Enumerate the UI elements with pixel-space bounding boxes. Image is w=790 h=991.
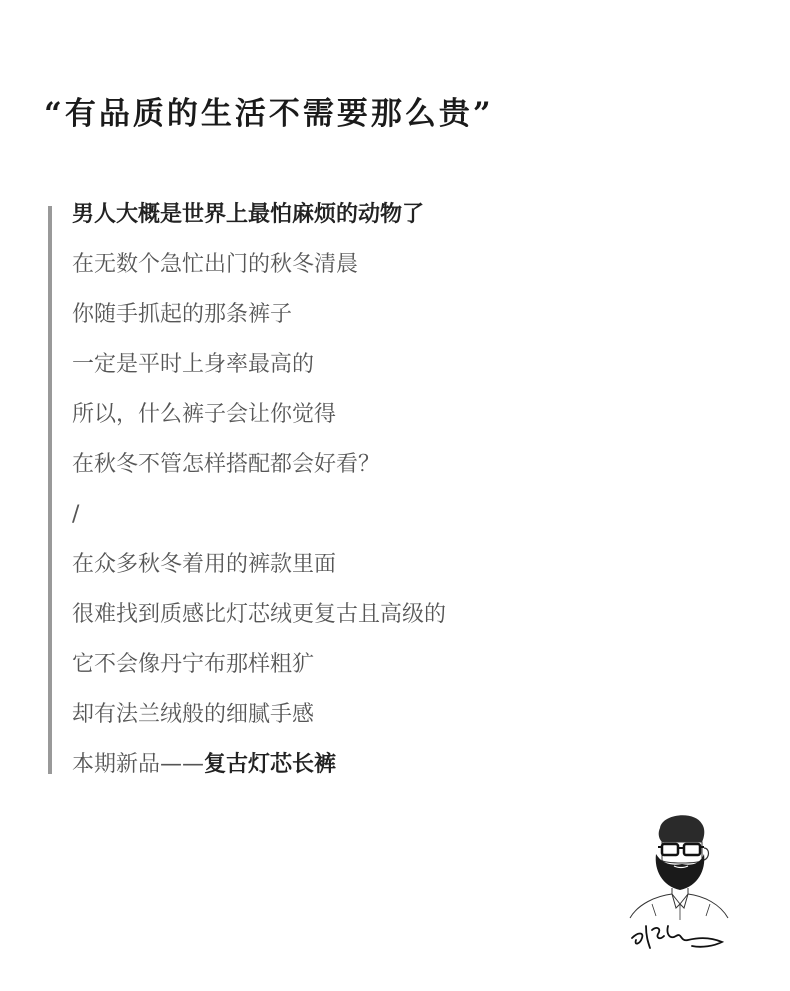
text-line: 在无数个急忙出门的秋冬清晨 (72, 252, 359, 277)
text-line: 一定是平时上身率最高的 (72, 352, 315, 377)
text-line: 在秋冬不管怎样搭配都会好看？ (72, 452, 381, 477)
final-line-prefix: 本期新品—— (72, 752, 205, 777)
bearded-man-portrait-icon (622, 808, 738, 958)
text-line: 它不会像丹宁布那样粗犷 (72, 652, 315, 677)
text-line: 在众多秋冬着用的裤款里面 (72, 552, 337, 577)
text-line-final (72, 750, 446, 800)
text-line: / (72, 502, 80, 527)
text-line: 所以，什么裤子会让你觉得 (72, 402, 337, 427)
text-line: 很难找到质感比灯芯绒更复古且高级的 (72, 602, 447, 627)
text-line: 男人大概是世界上最怕麻烦的动物了 (72, 202, 425, 227)
text-lines (72, 200, 446, 800)
text-line: 却有法兰绒般的细腻手感 (72, 702, 315, 727)
quote-bar (48, 206, 52, 774)
text-line: 你随手抓起的那条裤子 (72, 302, 293, 327)
product-name: 复古灯芯长裤 (204, 752, 337, 777)
page-title: “有品质的生活不需要那么贵” (44, 96, 494, 132)
